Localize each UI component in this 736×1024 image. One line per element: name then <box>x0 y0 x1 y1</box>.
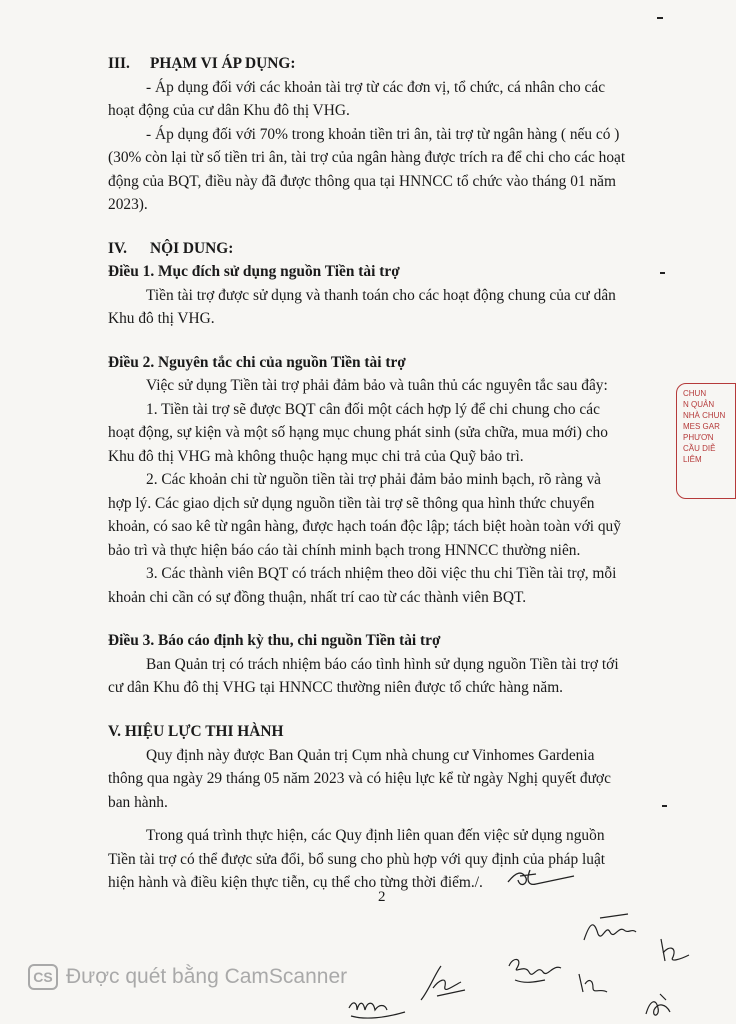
paragraph-line: ban hành. <box>108 794 168 811</box>
paragraph-line: hoạt động, sự kiện và một số hạng mục chung phát sinh (sửa chữa, mua mới) cho <box>108 424 608 441</box>
section-heading-iii <box>108 54 296 74</box>
section-number: V. <box>108 723 121 740</box>
paragraph-line: 3. Các thành viên BQT có trách nhiệm theo dõi việc thu chi Tiền tài trợ, mỗi <box>146 565 617 582</box>
scan-mark <box>657 17 663 19</box>
section-title: NỘI DUNG: <box>150 240 234 257</box>
section-number: IV. <box>108 240 127 257</box>
paragraph-line: Khu đô thị VHG. <box>108 310 215 327</box>
signature <box>655 935 695 965</box>
paragraph-line: động của BQT, điều này đã được thông qua tại HNNCC tổ chức vào tháng 01 năm <box>108 173 616 190</box>
section-title: HIỆU LỰC THI HÀNH <box>124 723 284 740</box>
paragraph-line: Quy định này được Ban Quản trị Cụm nhà chung cư Vinhomes Gardenia <box>146 747 595 764</box>
signature <box>505 950 565 990</box>
signature <box>575 968 615 998</box>
stamp-text: MES GAR <box>683 422 720 431</box>
watermark-text: Được quét bằng CamScanner <box>66 965 348 988</box>
paragraph-line: Khu đô thị VHG mà không thuộc hạng mục chi trả của Quỹ bảo trì. <box>108 448 524 465</box>
paragraph-line: - Áp dụng đối với các khoản tài trợ từ các đơn vị, tổ chức, cá nhân cho các <box>146 79 606 96</box>
page-number: 2 <box>378 889 386 905</box>
section-heading-v <box>108 722 283 742</box>
paragraph-line: - Áp dụng đối với 70% trong khoản tiền tri ân, tài trợ từ ngân hàng ( nếu có ) <box>146 126 620 143</box>
section-heading-iv <box>108 239 233 259</box>
signature <box>640 990 680 1020</box>
stamp-text: CHUN <box>683 389 707 398</box>
official-stamp <box>676 383 736 499</box>
scan-mark <box>662 805 667 807</box>
paragraph-line: cư dân Khu đô thị VHG tại HNNCC thường niên được tổ chức hàng năm. <box>108 679 564 696</box>
initial-signature <box>506 866 576 890</box>
camscanner-logo-icon: CS <box>28 964 58 990</box>
paragraph-line: thông qua ngày 29 tháng 05 năm 2023 và có hiệu lực kể từ ngày Nghị quyết được <box>108 770 611 787</box>
paragraph-line: khoản chi cần có sự đồng thuận, nhất trí cao từ các thành viên BQT. <box>108 589 527 606</box>
paragraph-line: khoản, có sao kê từ ngân hàng, được hạch toán độc lập; tách biệt hoàn toàn với quỹ <box>108 518 621 535</box>
camscanner-watermark <box>28 962 347 992</box>
paragraph-line: Tiền tài trợ có thể được sửa đổi, bổ sung cho phù hợp với quy định của pháp luật <box>108 851 606 868</box>
paragraph-line: 2023). <box>108 196 148 213</box>
stamp-text: PHƯƠN <box>683 433 714 442</box>
paragraph-line: Việc sử dụng Tiền tài trợ phải đảm bảo và tuân thủ các nguyên tắc sau đây: <box>146 377 608 394</box>
section-title: PHẠM VI ÁP DỤNG: <box>150 55 296 72</box>
paragraph-line: hiện hành và điều kiện thực tiễn, cụ thể cho từng thời điểm./. <box>108 874 483 891</box>
paragraph-line: bảo trì và thực hiện báo cáo tài chính minh bạch trong HNNCC thường niên. <box>108 542 581 559</box>
paragraph-line: (30% còn lại từ số tiền tri ân, tài trợ của ngân hàng được trích ra để chi cho các hoạt <box>108 149 626 166</box>
stamp-text: NHÀ CHUN <box>683 411 726 420</box>
article-3-title: Điều 3. Báo cáo định kỳ thu, chi nguồn Tiền tài trợ <box>108 632 441 649</box>
article-2-title: Điều 2. Nguyên tắc chi của nguồn Tiền tài trợ <box>108 354 406 371</box>
paragraph-line: Ban Quản trị có trách nhiệm báo cáo tình hình sử dụng nguồn Tiền tài trợ tới <box>146 656 619 673</box>
stamp-text: N QUẢN <box>683 400 715 409</box>
paragraph-line: hợp lý. Các giao dịch sử dụng nguồn tiền tài trợ sẽ thông qua hình thức chuyển <box>108 495 595 512</box>
stamp-text: CẦU DIỄ <box>683 444 716 453</box>
paragraph-line: hoạt động của cư dân Khu đô thị VHG. <box>108 102 350 119</box>
section-number: III. <box>108 55 130 72</box>
stamp-text: LIÊM <box>683 455 702 464</box>
signature <box>580 912 640 952</box>
paragraph-line: 2. Các khoản chi từ nguồn tiền tài trợ phải đảm bảo minh bạch, rõ ràng và <box>146 471 601 488</box>
scan-mark <box>660 272 665 274</box>
paragraph-line: 1. Tiền tài trợ sẽ được BQT cân đối một cách hợp lý để chi chung cho các <box>146 401 600 418</box>
paragraph-line: Tiền tài trợ được sử dụng và thanh toán cho các hoạt động chung của cư dân <box>146 287 616 304</box>
signature <box>415 960 475 1010</box>
paragraph-line: Trong quá trình thực hiện, các Quy định liên quan đến việc sử dụng nguồn <box>146 827 605 844</box>
article-1-title: Điều 1. Mục đích sử dụng nguồn Tiền tài trợ <box>108 263 400 280</box>
signature <box>345 990 415 1022</box>
